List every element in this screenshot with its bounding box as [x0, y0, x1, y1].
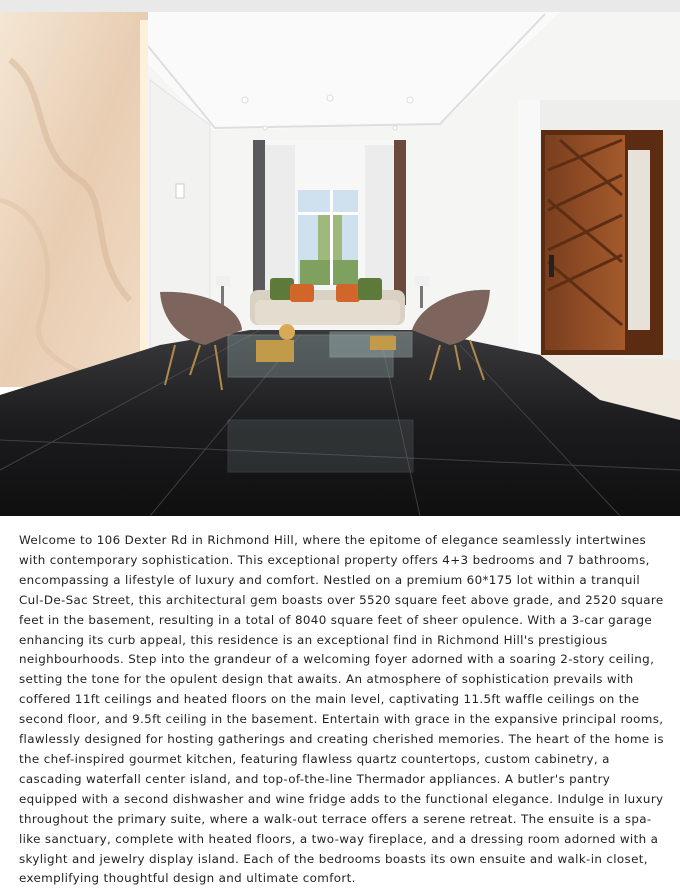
listing-description: Welcome to 106 Dexter Rd in Richmond Hill, where the epitome of elegance seamlessly intertwines with contemporary sophistication. This exceptional property offers 4+3 bedrooms and 7 bathrooms, encompassing a lifestyle of luxury and comfort. Nestled on a premium 60*175 lot within a tranquil Cul-De-Sac Street, this architectural gem boasts over 5520 square feet above grade, and 2520 square feet in the basement, resulting in a total of 8040 square feet of sheer opulence. With a 3-car garage enhancing its curb appeal, this residence is an exceptional find in Richmond Hill's prestigious neighbourhoods. Step into the grandeur of a welcoming foyer adorned with a soaring 2-story ceiling, setting the tone for the opulent design that awaits. An atmosphere of sophistication prevails with coffered 11ft ceilings and heated floors on the main level, captivating 11.5ft waffle ceilings on the second floor, and 9.5ft ceiling in the basement. Entertain with grace in the expansive principal rooms, flawlessly designed for hosting gatherings and creating cherished memories. The heart of the home is the chef-inspired gourmet kitchen, featuring flawless quartz countertops, custom cabinetry, a cascading waterfall center island, and top-of-the-line Thermador appliances. A butler's pantry equipped with a second dishwasher and wine fridge adds to the functional elegance. Indulge in luxury throughout the primary suite, where a walk-out terrace offers a serene retreat. The ensuite is a spa-like sanctuary, complete with heated floors, a two-way fireplace, and a dressing room adorned with a skylight and jewelry display island. Each of the bedrooms boasts its own ensuite and walk-in closet, exemplifying thoughtful design and ultimate comfort. — [19, 533, 664, 886]
